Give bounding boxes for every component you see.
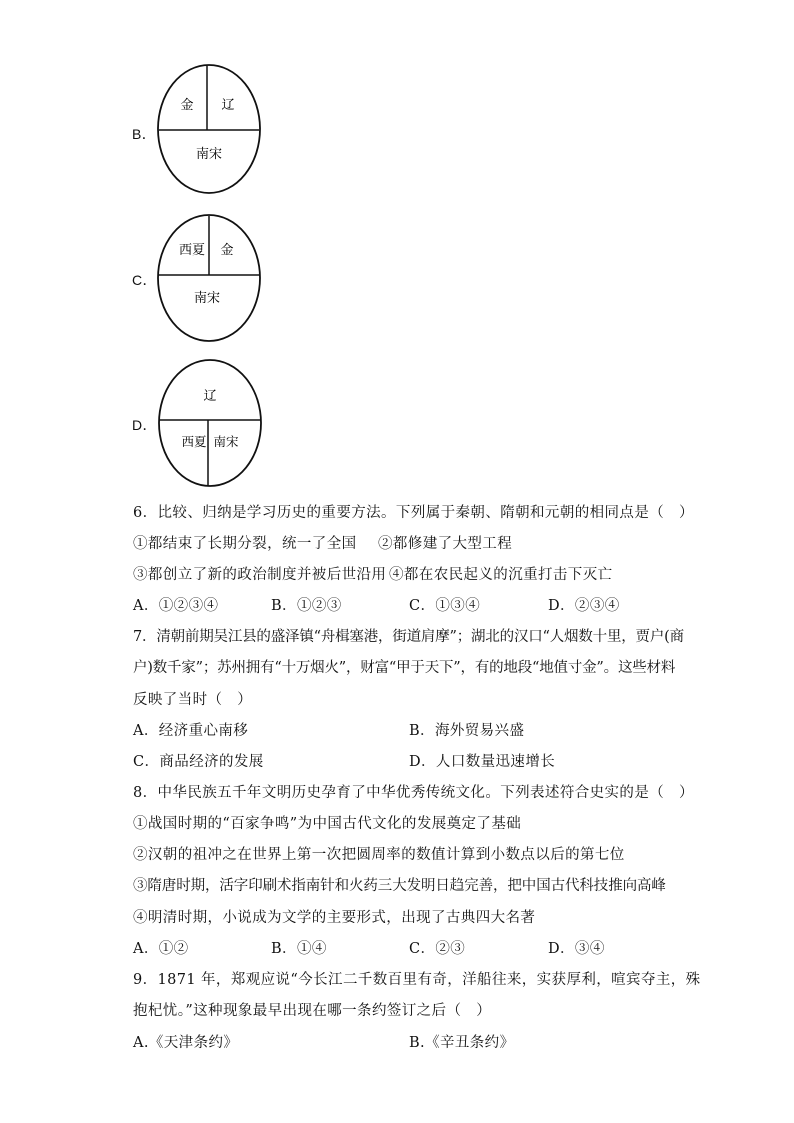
q9-stem-line-2: 抱杞忧。”这种现象最早出现在哪一条约签订之后（ ） (133, 1003, 492, 1019)
q6-option-d[interactable]: D．②③④ (548, 598, 620, 614)
q9-option-b[interactable]: B.《辛丑条约》 (409, 1035, 515, 1051)
diagram-c-label-jin: 金 (220, 243, 234, 258)
option-d-letter: D． (132, 417, 157, 433)
q6-option-a[interactable]: A．①②③④ (133, 598, 219, 614)
diagram-b-oval (158, 65, 260, 193)
q6-option-b[interactable]: B．①②③ (271, 598, 342, 614)
q8-option-d[interactable]: D．③④ (548, 941, 605, 957)
q7-stem-line-3: 反映了当时（ ） (133, 692, 253, 708)
diagram-d-label-nansong: 南宋 (213, 434, 239, 449)
diagram-c (154, 211, 268, 347)
diagram-b-label-jin: 金 (180, 98, 194, 113)
q8-statement-2: ②汉朝的祖冲之在世界上第一次把圆周率的数值计算到小数点以后的第七位 (133, 847, 625, 863)
q8-option-b[interactable]: B．①④ (271, 941, 327, 957)
diagram-b (154, 62, 268, 198)
q6-stem: 6．比较、归纳是学习历史的重要方法。下列属于秦朝、隋朝和元朝的相同点是（ ） (133, 505, 694, 521)
q6-statement-1: ①都结束了长期分裂，统一了全国 (133, 536, 357, 552)
q8-statement-1: ①战国时期的“百家争鸣”为中国古代文化的发展奠定了基础 (133, 816, 522, 832)
diagram-d-oval (159, 360, 261, 486)
q7-option-d[interactable]: D．人口数量迅速增长 (409, 754, 556, 770)
q7-stem-line-1: 7．清朝前期吴江县的盛泽镇“舟楫塞港，街道肩摩”；湖北的汉口“人烟数十里，贾户(商 (133, 629, 684, 645)
option-c-letter: C． (132, 272, 157, 288)
q9-stem-line-1: 9．1871 年，郑观应说“今长江二千数百里有奇，洋船往来，实获厚利，喧宾夺主，殊 (133, 972, 701, 988)
q8-option-c[interactable]: C．②③ (409, 941, 466, 957)
q7-option-a[interactable]: A．经济重心南移 (133, 723, 249, 739)
q9-option-a[interactable]: A.《天津条约》 (133, 1035, 239, 1051)
diagram-c-label-nansong: 南宋 (193, 291, 221, 306)
diagram-d-label-xixia: 西夏 (181, 434, 207, 449)
diagram-d (154, 356, 268, 492)
diagram-d-label-liao: 辽 (203, 389, 217, 404)
q8-statement-3: ③隋唐时期，活字印刷术指南针和火药三大发明日趋完善，把中国古代科技推向高峰 (133, 878, 666, 894)
q8-statement-4: ④明清时期，小说成为文学的主要形式，出现了古典四大名著 (133, 910, 536, 926)
option-b-letter: B． (132, 126, 157, 142)
q6-statement-4: ④都在农民起义的沉重打击下灭亡 (389, 567, 613, 583)
q7-stem-line-2: 户)数千家”；苏州拥有“十万烟火”，财富“甲于天下”，有的地段“地值寸金”。这些材料 (133, 660, 676, 676)
q6-option-c[interactable]: C．①③④ (409, 598, 481, 614)
q8-option-a[interactable]: A．①② (133, 941, 189, 957)
diagram-b-label-nansong: 南宋 (195, 147, 223, 162)
q7-option-b[interactable]: B．海外贸易兴盛 (409, 723, 525, 739)
diagram-c-label-xixia: 西夏 (178, 243, 206, 258)
q7-option-c[interactable]: C．商品经济的发展 (133, 754, 264, 770)
q8-stem: 8．中华民族五千年文明历史孕育了中华优秀传统文化。下列表述符合史实的是（ ） (133, 785, 694, 801)
diagram-b-label-liao: 辽 (221, 98, 235, 113)
q6-statement-3: ③都创立了新的政治制度并被后世沿用 (133, 567, 387, 583)
q6-statement-2: ②都修建了大型工程 (378, 536, 513, 552)
